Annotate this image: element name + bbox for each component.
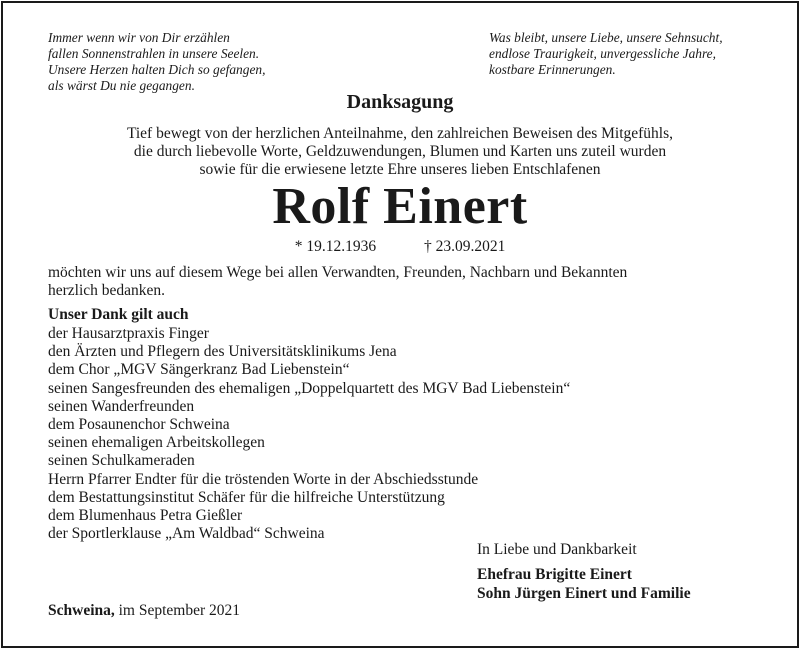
list-item: dem Blumenhaus Petra Gießler [48, 507, 243, 525]
list-item: Herrn Pfarrer Endter für die tröstenden Worte in der Abschiedsstunde [48, 470, 479, 488]
list-item: dem Chor „MGV Sängerkranz Bad Liebenstein“ [48, 361, 350, 379]
intro-line: die durch liebevolle Worte, Geldzuwendungen, Blumen und Karten uns zuteil wurden [133, 143, 667, 160]
list-item: seinen Schulkameraden [48, 452, 195, 470]
poem-line: endlose Traurigkeit, unvergessliche Jahre, [489, 46, 716, 61]
list-item: seinen Sangesfreunden des ehemaligen „Doppelquartett des MGV Bad Liebenstein“ [48, 379, 571, 397]
list-item: dem Bestattungsinstitut Schäfer für die hilfreiche Unterstützung [48, 488, 445, 506]
poem-line: als wärst Du nie gegangen. [48, 78, 195, 93]
closing-line: In Liebe und Dankbarkeit [477, 541, 637, 558]
list-item: den Ärzten und Pflegern des Universitätsklinikums Jena [48, 343, 397, 361]
poem-line: Was bleibt, unsere Liebe, unsere Sehnsucht, [489, 30, 723, 45]
page-title: Danksagung [346, 91, 454, 113]
intro-line: sowie für die erwiesene letzte Ehre unseres lieben Entschlafenen [199, 161, 601, 178]
date-text: im September 2021 [114, 602, 241, 619]
list-item: seinen ehemaligen Arbeitskollegen [48, 434, 265, 452]
dank-heading: Unser Dank gilt auch [48, 306, 189, 323]
poem-line: Unsere Herzen halten Dich so gefangen, [48, 62, 266, 77]
list-item: seinen Wanderfreunden [48, 397, 195, 415]
poem-line: fallen Sonnenstrahlen in unsere Seelen. [48, 46, 260, 61]
thanks-paragraph [48, 264, 627, 300]
notice-frame [1, 1, 799, 648]
thanks-line: herzlich bedanken. [48, 282, 166, 299]
signers [477, 566, 691, 603]
place-date [48, 602, 240, 620]
death-date: † 23.09.2021 [423, 238, 506, 255]
poem-line: kostbare Erinnerungen. [489, 62, 616, 77]
poem-left [48, 30, 265, 94]
dank-list [48, 325, 570, 543]
deceased-name: Rolf Einert [272, 178, 528, 235]
thanks-line: möchten wir uns auf diesem Wege bei allen Verwandten, Freunden, Nachbarn und Bekannten [48, 264, 628, 281]
list-item: der Hausarztpraxis Finger [48, 325, 209, 342]
signer: Ehefrau Brigitte Einert [477, 566, 632, 583]
intro-paragraph [3, 125, 797, 179]
signer: Sohn Jürgen Einert und Familie [477, 584, 691, 602]
birth-date: * 19.12.1936 [294, 238, 377, 255]
intro-line: Tief bewegt von der herzlichen Anteilnahme, den zahlreichen Beweisen des Mitgefühls, [126, 125, 674, 142]
list-item: der Sportlerklause „Am Waldbad“ Schweina [48, 525, 325, 543]
poem-line: Immer wenn wir von Dir erzählen [48, 30, 230, 45]
list-item: dem Posaunenchor Schweina [48, 416, 230, 434]
poem-right [489, 30, 723, 78]
place-name: Schweina, [48, 602, 115, 619]
life-dates [3, 237, 797, 257]
